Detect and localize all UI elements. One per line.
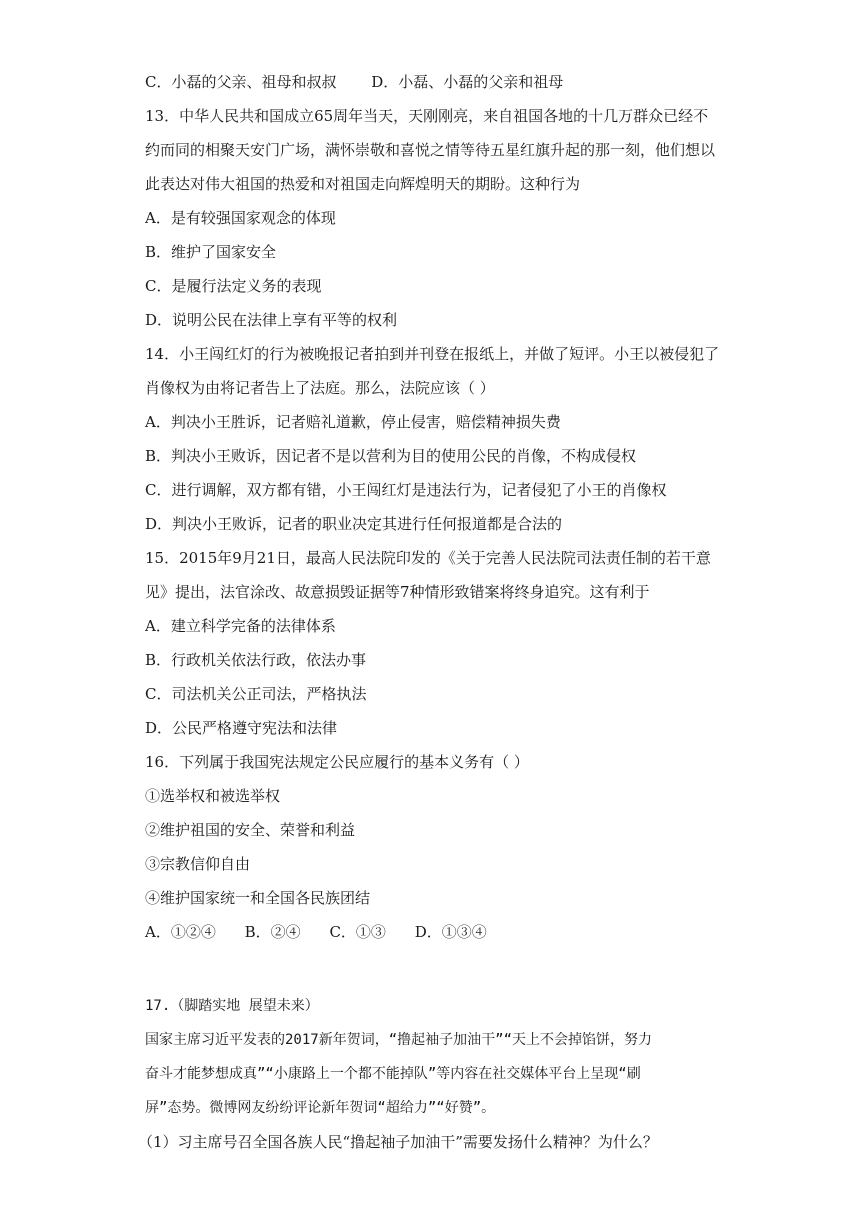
- q17-material-line-1: 国家主席习近平发表的2017新年贺词，“撸起袖子加油干”“天上不会掉馅饼，努力: [145, 1032, 652, 1048]
- q13-option-c: C．是履行法定义务的表现: [145, 277, 322, 295]
- q16-options: [145, 921, 725, 943]
- q14-option-d: D．判决小王败诉，记者的职业决定其进行任何报道都是合法的: [145, 515, 563, 533]
- q14-option-a: A．判决小王胜诉，记者赔礼道歉，停止侵害，赔偿精神损失费: [145, 413, 561, 431]
- q14-stem-line-2: 肖像权为由将记者告上了法庭。那么，法院应该（ ）: [145, 379, 495, 397]
- q12-option-d: D．小磊、小磊的父亲和祖母: [371, 73, 564, 91]
- q16-stem: 16．下列属于我国宪法规定公民应履行的基本义务有（ ）: [145, 753, 529, 771]
- q15-option-a: A．建立科学完备的法律体系: [145, 617, 336, 635]
- q13-option-a: A．是有较强国家观念的体现: [145, 209, 336, 227]
- q17-material-line-2: 奋斗才能梦想成真”“小康路上一个都不能掉队”等内容在社交媒体平台上呈现“刷: [145, 1066, 641, 1082]
- q14-option-b: B．判决小王败诉，因记者不是以营利为目的使用公民的肖像，不构成侵权: [145, 447, 637, 465]
- q15-stem-line-1: 15．2015年9月21日，最高人民法院印发的《关于完善人民法院司法责任制的若干意: [145, 549, 711, 567]
- q15-option-d: D．公民严格遵守宪法和法律: [145, 719, 338, 737]
- q17-subquestion-1: （1）习主席号召全国各族人民“撸起袖子加油干”需要发扬什么精神？为什么？: [138, 1133, 658, 1151]
- q17-title: 17.（脚踏实地 展望未来）: [145, 998, 319, 1014]
- q16-item-3: ③宗教信仰自由: [145, 855, 251, 873]
- q14-option-c: C．进行调解，双方都有错，小王闯红灯是违法行为，记者侵犯了小王的肖像权: [145, 481, 667, 499]
- q16-option-b: B．②④: [244, 923, 301, 941]
- q12-options-cd: [145, 71, 725, 93]
- q16-item-2: ②维护祖国的安全、荣誉和利益: [145, 821, 356, 839]
- q16-option-c: C．①③: [329, 923, 386, 941]
- q16-option-a: A．①②④: [145, 923, 216, 941]
- q16-option-d: D．①③④: [414, 923, 487, 941]
- q13-stem-line-1: 13．中华人民共和国成立65周年当天，天刚刚亮，来自祖国各地的十几万群众已经不: [145, 107, 709, 125]
- q13-stem-line-3: 此表达对伟大祖国的热爱和对祖国走向辉煌明天的期盼。这种行为: [145, 175, 581, 193]
- q12-option-c: C．小磊的父亲、祖母和叔叔: [145, 73, 337, 91]
- q13-option-b: B．维护了国家安全: [145, 243, 277, 261]
- q13-option-d: D．说明公民在法律上享有平等的权利: [145, 311, 398, 329]
- q15-stem-line-2: 见》提出，法官涂改、故意损毁证据等7种情形致错案将终身追究。这有利于: [145, 583, 650, 601]
- q15-option-c: C．司法机关公正司法，严格执法: [145, 685, 367, 703]
- q17-material-line-3: 屏”态势。微博网友纷纷评论新年贺词“超给力”“好赞”。: [145, 1100, 496, 1116]
- q16-item-4: ④维护国家统一和全国各民族团结: [145, 889, 371, 907]
- q14-stem-line-1: 14．小王闯红灯的行为被晚报记者拍到并刊登在报纸上，并做了短评。小王以被侵犯了: [145, 345, 720, 363]
- q15-option-b: B．行政机关依法行政，依法办事: [145, 651, 367, 669]
- q16-item-1: ①选举权和被选举权: [145, 787, 281, 805]
- q13-stem-line-2: 约而同的相聚天安门广场，满怀崇敬和喜悦之情等待五星红旗升起的那一刻，他们想以: [145, 141, 716, 159]
